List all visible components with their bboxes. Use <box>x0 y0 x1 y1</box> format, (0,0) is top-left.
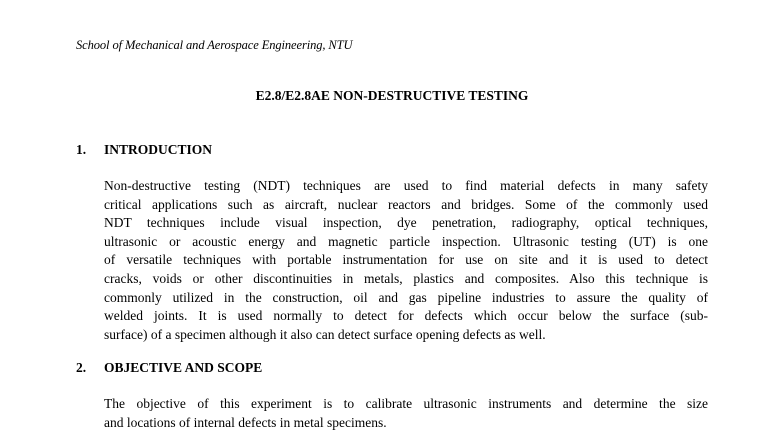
paragraph-line: and locations of internal defects in metal specimens. <box>104 414 387 430</box>
paragraph-line: welded joints. It is used normally to detect for defects which occur below the surface (sub- <box>104 308 708 324</box>
introduction-paragraph <box>104 177 708 344</box>
paragraph-line: NDT techniques include visual inspection, dye penetration, radiography, optical techniques, <box>104 215 708 231</box>
section-title: INTRODUCTION <box>104 142 213 157</box>
section-number: 1. <box>76 142 87 157</box>
paragraph-line: The objective of this experiment is to calibrate ultrasonic instruments and determine the size <box>104 396 708 411</box>
paragraph-line: surface) of a specimen although it also can detect surface opening defects as well. <box>104 326 546 342</box>
paragraph-line: critical applications such as aircraft, nuclear reactors and bridges. Some of the commonly used <box>104 196 708 212</box>
section-number: 2. <box>76 360 87 375</box>
paragraph-line: commonly utilized in the construction, oil and gas pipeline industries to assure the quality of <box>104 289 708 305</box>
section-title: OBJECTIVE AND SCOPE <box>104 360 263 375</box>
paragraph-line: ultrasonic or acoustic energy and magnetic particle inspection. Ultrasonic testing (UT) is one <box>104 233 708 249</box>
document-title: E2.8/E2.8AE NON-DESTRUCTIVE TESTING <box>255 88 529 103</box>
section-heading-objective <box>76 360 262 376</box>
section-heading-introduction <box>76 142 212 158</box>
paragraph-line: of versatile techniques with portable instrumentation for use on site and it is used to detect <box>104 252 708 268</box>
objective-paragraph <box>104 395 708 432</box>
page-header: School of Mechanical and Aerospace Engineering, NTU <box>76 38 353 52</box>
paragraph-line: Non-destructive testing (NDT) techniques are used to find material defects in many safety <box>104 178 708 193</box>
paragraph-line: cracks, voids or other discontinuities in metals, plastics and composites. Also this technique is <box>104 270 708 286</box>
